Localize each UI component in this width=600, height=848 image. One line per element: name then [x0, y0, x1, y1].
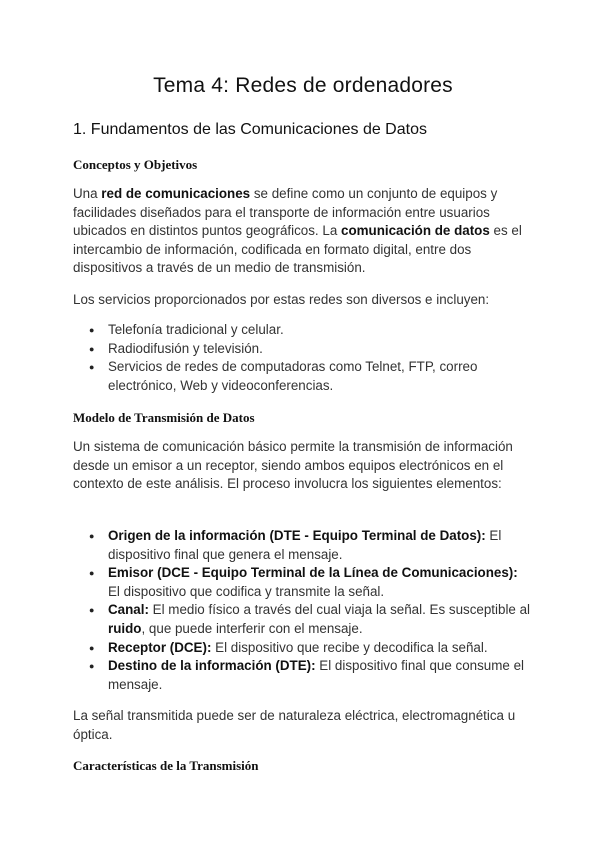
item-term: Receptor (DCE):	[108, 639, 212, 655]
item-description: El medio físico a través del cual viaja la señal. Es susceptible al	[148, 602, 531, 618]
item-description: El dispositivo que codifica y transmite la señal.	[108, 583, 385, 599]
paragraph-services-intro: Los servicios proporcionados por estas redes son diversos e incluyen:	[73, 292, 490, 307]
term-comunicacion-de-datos: comunicación de datos	[341, 223, 490, 239]
subsection-heading-caracteristicas: Características de la Transmisión	[73, 758, 259, 773]
text-fragment: se define como un conjunto de equipos y facilidades diseñados para el transporte de información entre usuarios ubicados en distintos puntos geográficos. La	[73, 186, 498, 239]
item-description: El dispositivo final que genera el mensaje.	[108, 528, 502, 562]
list-item-emisor	[73, 564, 533, 601]
subsection-heading-conceptos: Conceptos y Objetivos	[73, 157, 198, 172]
list-item: ● Telefonía tradicional y celular.	[73, 321, 533, 340]
section-heading: 1. Fundamentos de las Comunicaciones de Datos	[73, 121, 427, 138]
list-item: ● Servicios de redes de computadoras como Telnet, FTP, correo electrónico, Web y videoconferencias.	[73, 358, 533, 395]
item-term: Destino de la información (DTE):	[108, 658, 316, 674]
paragraph-model-intro: Un sistema de comunicación básico permite la transmisión de información desde un emisor a un receptor, siendo ambos equipos electrónicos en el contexto de este análisis. El proceso involucra los siguientes elementos:	[73, 439, 513, 492]
page-title: Tema 4: Redes de ordenadores	[153, 74, 453, 97]
item-term: Canal:	[108, 602, 149, 618]
term-ruido: ruido	[108, 620, 142, 636]
elements-list	[73, 527, 533, 694]
paragraph-signal-nature: La señal transmitida puede ser de naturaleza eléctrica, electromagnética u óptica.	[73, 708, 516, 742]
item-term: Origen de la información (DTE - Equipo Terminal de Datos):	[108, 528, 486, 543]
term-red-de-comunicaciones: red de comunicaciones	[101, 186, 251, 201]
text-fragment: es el intercambio de información, codificada en formato digital, entre dos dispositivos a través de un medio de transmisión.	[73, 223, 522, 276]
paragraph-definition	[73, 185, 533, 278]
item-description: , que puede interferir con el mensaje.	[141, 620, 363, 636]
text-fragment: Una	[73, 186, 102, 201]
list-item-receptor	[73, 639, 533, 658]
list-item-destino	[73, 657, 533, 694]
subsection-heading-modelo: Modelo de Transmisión de Datos	[73, 410, 255, 425]
list-item-canal	[73, 601, 533, 638]
list-item-origen	[73, 527, 533, 564]
item-description: El dispositivo final que consume el mensaje.	[108, 658, 524, 692]
item-description: El dispositivo que recibe y decodifica la señal.	[211, 639, 488, 655]
item-term: Emisor (DCE - Equipo Terminal de la Línea de Comunicaciones):	[108, 565, 518, 581]
services-list	[73, 321, 533, 395]
list-item: ● Radiodifusión y televisión.	[73, 340, 533, 359]
